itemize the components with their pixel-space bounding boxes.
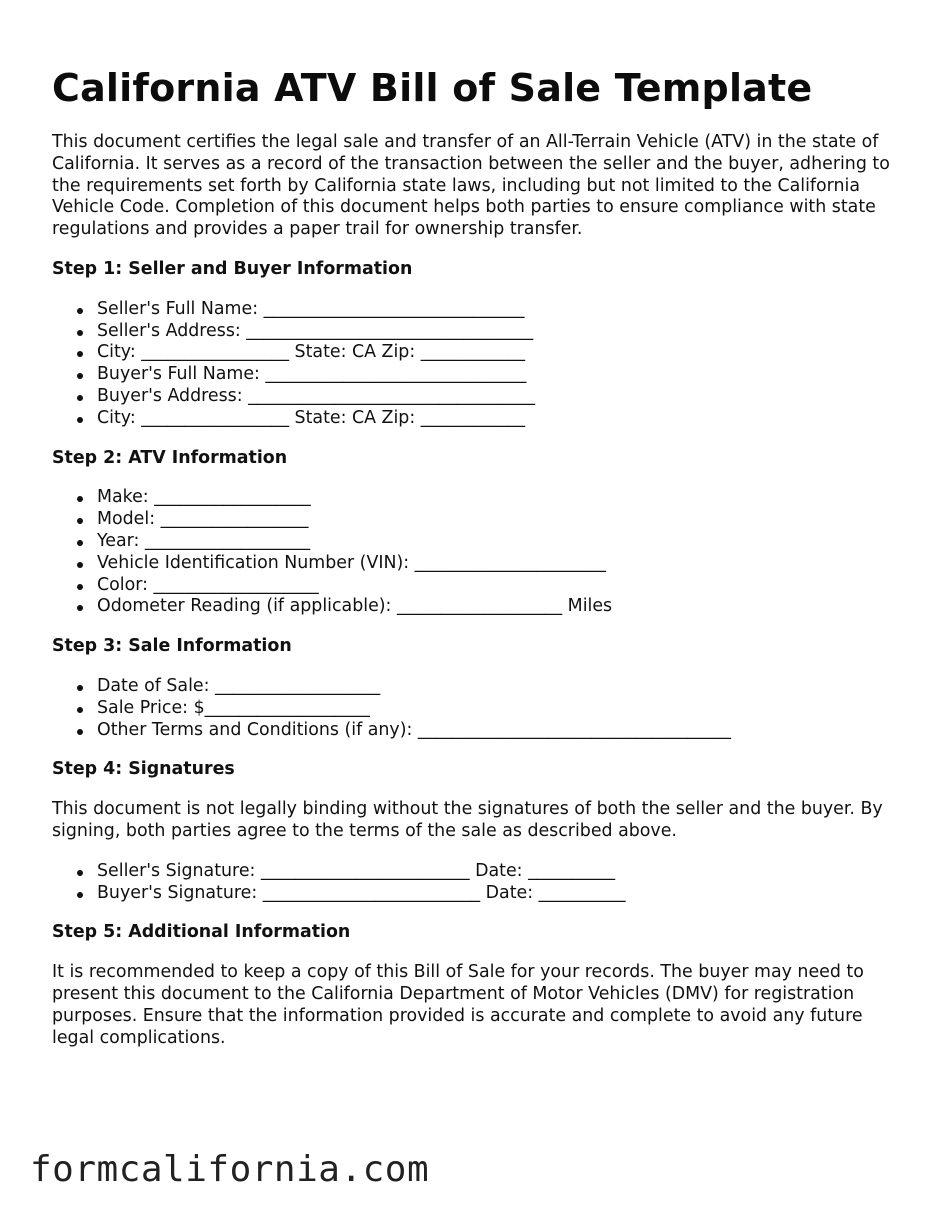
seller-name-field: Seller's Full Name: ______________________________ <box>97 299 892 321</box>
step5-paragraph: It is recommended to keep a copy of this Bill of Sale for your records. The buyer may need to present this document to the California Department of Motor Vehicles (DMV) for registration purposes. Ensure that the information provided is accurate and complete to avoid any future legal complications. <box>52 962 864 1048</box>
step3-list <box>52 676 892 741</box>
sale-price-field: Sale Price: $___________________ <box>97 698 892 720</box>
year-field: Year: ___________________ <box>97 531 892 553</box>
make-field: Make: __________________ <box>97 487 892 509</box>
step2-heading: Step 2: ATV Information <box>52 447 288 468</box>
step4-heading: Step 4: Signatures <box>52 759 235 780</box>
step3-heading: Step 3: Sale Information <box>52 636 292 657</box>
model-field: Model: _________________ <box>97 509 892 531</box>
document-title: California ATV Bill of Sale Template <box>52 66 813 110</box>
seller-signature-field: Seller's Signature: ________________________ Date: __________ <box>97 861 892 883</box>
intro-paragraph: This document certifies the legal sale and transfer of an All-Terrain Vehicle (ATV) in the state of California. It serves as a record of the transaction between the seller and the buyer, adhering to the requirements set forth by California state laws, including but not limited to the California Vehicle Code. Completion of this document helps both parties to ensure compliance with state regulations and provides a paper trail for ownership transfer. <box>52 132 890 240</box>
seller-city-state-zip-field: City: _________________ State: CA Zip: ____________ <box>97 342 892 364</box>
footer-watermark: formcalifornia.com <box>30 1149 430 1190</box>
step1-heading: Step 1: Seller and Buyer Information <box>52 258 413 279</box>
vin-field: Vehicle Identification Number (VIN): ______________________ <box>97 553 892 575</box>
date-of-sale-field: Date of Sale: ___________________ <box>97 676 892 698</box>
odometer-field: Odometer Reading (if applicable): ___________________ Miles <box>97 596 892 618</box>
document-page <box>52 62 892 1067</box>
color-field: Color: ___________________ <box>97 575 892 597</box>
other-terms-field: Other Terms and Conditions (if any): ____________________________________ <box>97 720 892 742</box>
seller-address-field: Seller's Address: _________________________________ <box>97 321 892 343</box>
buyer-address-field: Buyer's Address: _________________________________ <box>97 386 892 408</box>
buyer-signature-field: Buyer's Signature: _________________________ Date: __________ <box>97 883 892 905</box>
step1-list <box>52 299 892 430</box>
step5-heading: Step 5: Additional Information <box>52 922 351 943</box>
buyer-name-field: Buyer's Full Name: ______________________________ <box>97 364 892 386</box>
step4-list <box>52 861 892 905</box>
step2-list <box>52 487 892 618</box>
buyer-city-state-zip-field: City: _________________ State: CA Zip: ____________ <box>97 408 892 430</box>
step4-paragraph: This document is not legally binding without the signatures of both the seller and the buyer. By signing, both parties agree to the terms of the sale as described above. <box>52 799 883 841</box>
